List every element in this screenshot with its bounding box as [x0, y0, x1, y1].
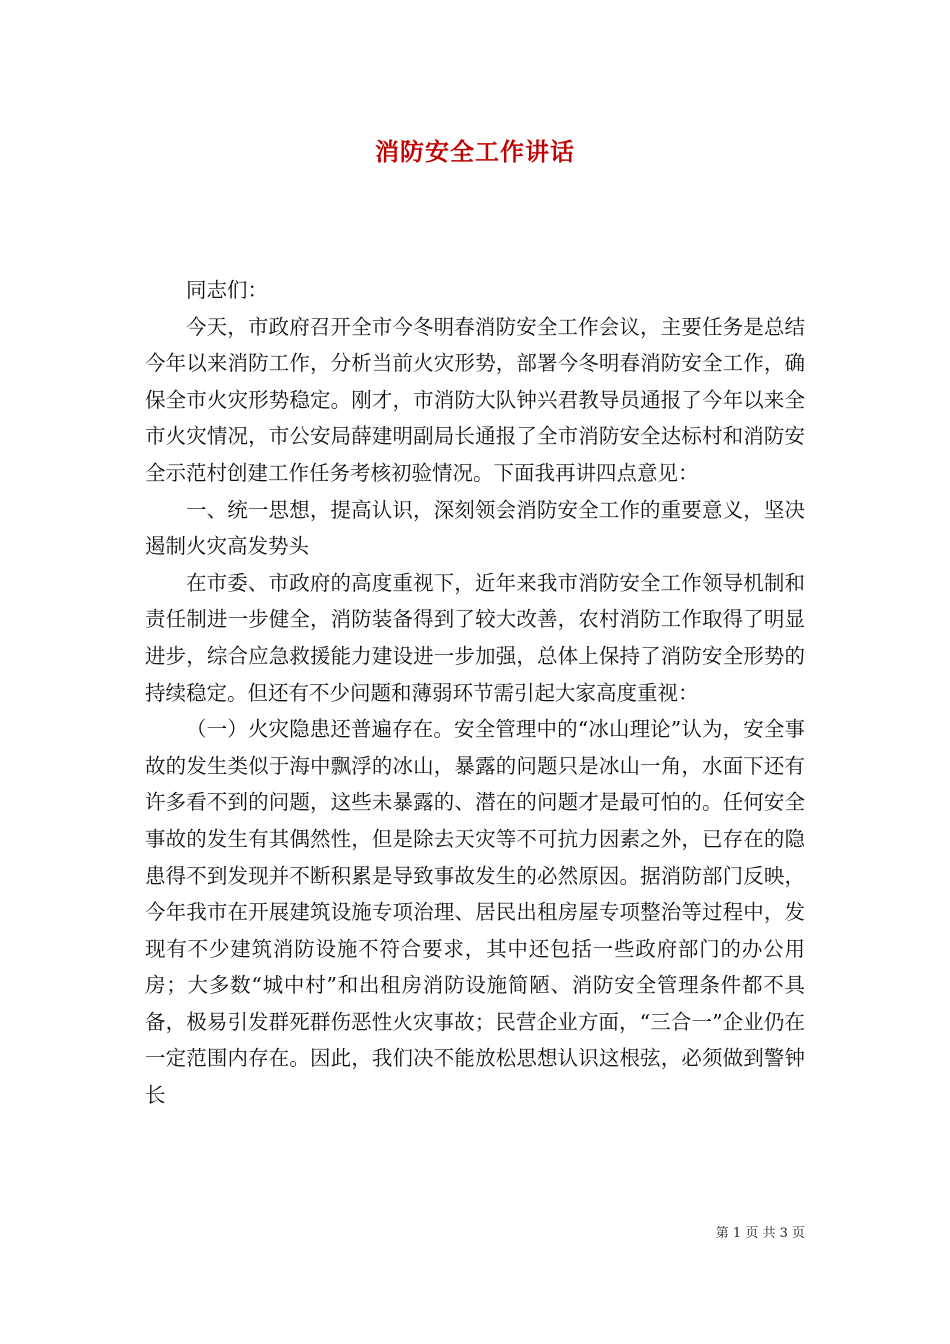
page-number: 第 1 页 共 3 页: [715, 1226, 805, 1241]
section-heading-1: 一、统一思想，提高认识，深刻领会消防安全工作的重要意义，坚决遏制火灾高发势头: [145, 497, 805, 559]
paragraph-hazards: （一）火灾隐患还普遍存在。安全管理中的“冰山理论”认为，安全事故的发生类似于海中飘浮的冰山，暴露的问题只是冰山一角，水面下还有许多看不到的问题，这些未暴露的、潜在的问题才是最可怕的。任何安全事故的发生有其偶然性，但是除去天灾等不可抗力因素之外，已存在的隐患得不到发现并不断积累是导致事故发生的必然原因。据消防部门反映，今年我市在开展建筑设施专项治理、居民出租房屋专项整治等过程中，发现有不少建筑消防设施不符合要求，其中还包括一些政府部门的办公用房；大多数“城中村”和出租房消防设施简陋、消防安全管理条件都不具备，极易引发群死群伤恶性火灾事故；民营企业方面，“三合一”企业仍在一定范围内存在。因此，我们决不能放松思想认识这根弦，必须做到警钟长: [145, 717, 805, 1108]
salutation: 同志们：: [186, 278, 268, 302]
document-body: [145, 272, 805, 1114]
paragraph-overview: 在市委、市政府的高度重视下，近年来我市消防安全工作领导机制和责任制进一步健全，消防装备得到了较大改善，农村消防工作取得了明显进步，综合应急救援能力建设进一步加强，总体上保持了消防安全形势的持续稳定。但还有不少问题和薄弱环节需引起大家高度重视：: [145, 570, 805, 705]
paragraph-intro: 今天，市政府召开全市今冬明春消防安全工作会议，主要任务是总结今年以来消防工作，分析当前火灾形势，部署今冬明春消防安全工作，确保全市火灾形势稳定。刚才，市消防大队钟兴君教导员通报了今年以来全市火灾情况，市公安局薛建明副局长通报了全市消防安全达标村和消防安全示范村创建工作任务考核初验情况。下面我再讲四点意见：: [145, 314, 805, 485]
document-title: 消防安全工作讲话: [375, 137, 575, 166]
